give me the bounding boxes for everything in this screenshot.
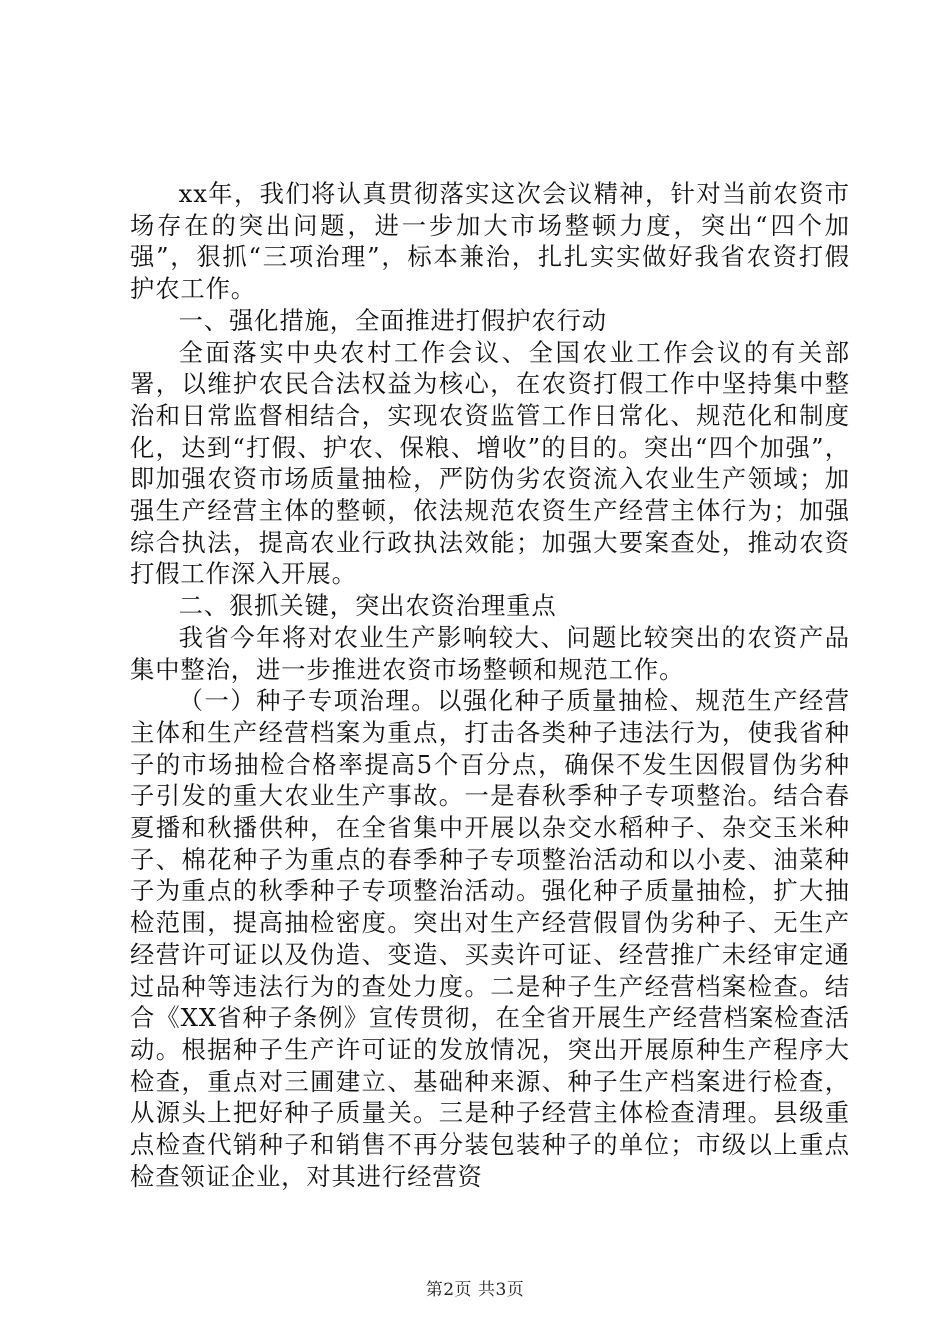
intro-paragraph: xx年，我们将认真贯彻落实这次会议精神，针对当前农资市场存在的突出问题，进一步加大市场整顿力度，突出“四个加强”，狠抓“三项治理”，标本兼治，扎扎实实做好我省农资打假护农工作。 [130, 179, 850, 304]
section-heading-2: 二、狠抓关键，突出农资治理重点 [178, 591, 557, 621]
seed-governance-paragraph: （一）种子专项治理。以强化种子质量抽检、规范生产经营主体和生产经营档案为重点，打击各类种子违法行为，使我省种子的市场抽检合格率提高5个百分点，确保不发生因假冒伪劣种子引发的重大农业生产事故。一是春秋季种子专项整治。结合春夏播和秋播供种，在全省集中开展以杂交水稻种子、杂交玉米种子、棉花种子为重点的春季种子专项整治活动和以小麦、油菜种子为重点的秋季种子专项整治活动。强化种子质量抽检，扩大抽检范围，提高抽检密度。突出对生产经营假冒伪劣种子、无生产经营许可证以及伪造、变造、买卖许可证、经营推广未经审定通过品种等违法行为的查处力度。二是种子生产经营档案检查。结合《XX省种子条例》宣传贯彻，在全省开展生产经营档案检查活动。根据种子生产许可证的发放情况，突出开展原种生产程序大检查，重点对三圃建立、基础种来源、种子生产档案进行检查，从源头上把好种子质量关。三是种子经营主体检查清理。县级重点检查代销种子和销售不再分装包装种子的单位；市级以上重点检查领证企业，对其进行经营资 [130, 686, 850, 1191]
section-heading-1: 一、强化措施，全面推进打假护农行动 [178, 305, 607, 335]
document-body [130, 178, 850, 1193]
section-2-paragraph: 我省今年将对农业生产影响较大、问题比较突出的农资产品集中整治，进一步推进农资市场整顿和规范工作。 [130, 622, 850, 684]
section-1-paragraph: 全面落实中央农村工作会议、全国农业工作会议的有关部署，以维护农民合法权益为核心，在农资打假工作中坚持集中整治和日常监督相结合，实现农资监管工作日常化、规范化和制度化，达到“打假、护农、保粮、增收”的目的。突出“四个加强”，即加强农资市场质量抽检，严防伪劣农资流入农业生产领域；加强生产经营主体的整顿，依法规范农资生产经营主体行为；加强综合执法，提高农业行政执法效能；加强大要案查处，推动农资打假工作深入开展。 [130, 337, 850, 589]
page-number-footer: 第2页 共3页 [425, 1280, 525, 1300]
